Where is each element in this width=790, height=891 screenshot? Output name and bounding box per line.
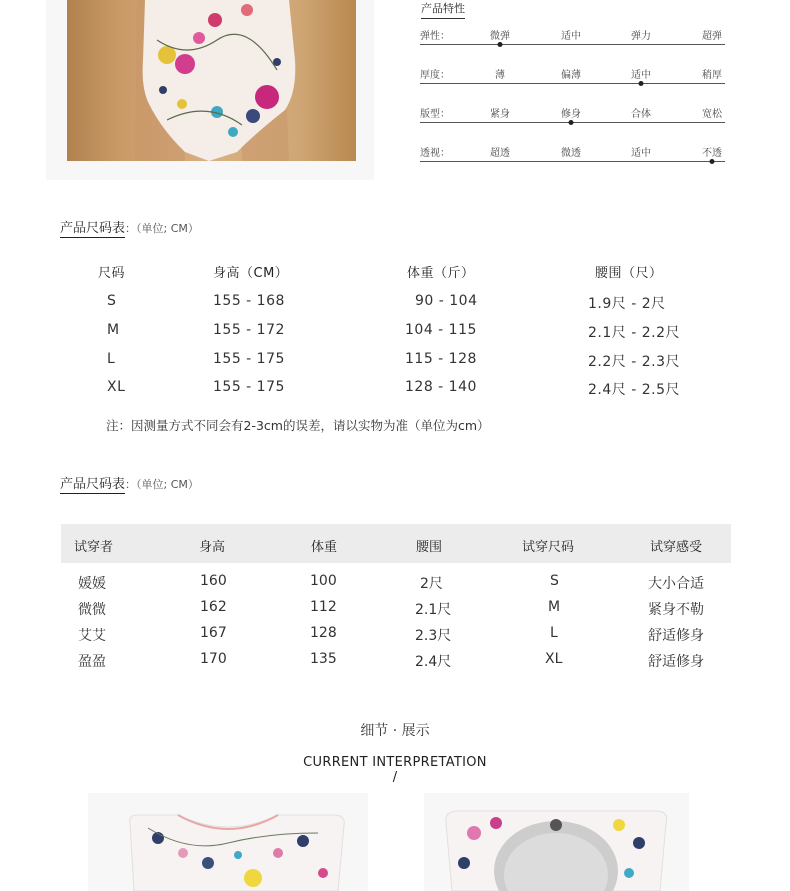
- feature-option: 宽松: [702, 109, 722, 120]
- feature-option: 超透: [490, 148, 510, 159]
- feature-option: 微弹: [490, 31, 510, 42]
- tryon-chart-title: 产品尺码表: [60, 477, 126, 492]
- feature-option: 弹力: [631, 31, 651, 42]
- feature-selected-dot: [639, 81, 644, 86]
- tryon-cell: L: [550, 625, 558, 641]
- feature-row-fit: [420, 105, 725, 119]
- feature-row-thickness: [420, 66, 725, 80]
- tryon-cell: 100: [310, 573, 337, 589]
- feature-selected-dot: [710, 159, 715, 164]
- detail-photo-front: [88, 793, 368, 891]
- feature-option: 适中: [631, 148, 651, 159]
- size-cell: 2.4尺 - 2.5尺: [588, 382, 680, 398]
- size-chart-unit-note: ：（单位; CM）: [125, 222, 199, 235]
- tryon-header: 腰围: [416, 540, 443, 555]
- feature-option: 适中: [631, 70, 651, 81]
- feature-selected-dot: [498, 42, 503, 47]
- tryon-cell: 167: [200, 625, 227, 641]
- feature-option: 稍厚: [702, 70, 722, 81]
- size-cell: L: [107, 351, 116, 367]
- feature-option: 超弹: [702, 31, 722, 42]
- tryon-header: 试穿尺码: [522, 540, 575, 555]
- size-cell: 90 - 104: [415, 293, 478, 309]
- feature-scale-line: [420, 44, 725, 45]
- tryon-cell: 舒适修身: [648, 628, 704, 644]
- tryon-cell: 紧身不勒: [648, 602, 704, 618]
- feature-label: 版型：: [420, 109, 450, 120]
- swimsuit-back-illustration: [424, 793, 689, 891]
- tryon-cell: S: [550, 573, 559, 589]
- tryon-cell: XL: [545, 651, 563, 667]
- tryon-cell: 128: [310, 625, 337, 641]
- tryon-cell: 2.4尺: [415, 654, 452, 670]
- size-cell: XL: [107, 379, 126, 395]
- size-cell: S: [107, 293, 117, 309]
- feature-option: 微透: [561, 148, 581, 159]
- tryon-cell: 艾艾: [78, 628, 106, 644]
- tryon-header: 体重: [311, 540, 338, 555]
- tryon-cell: 微微: [78, 602, 106, 618]
- size-cell: 2.2尺 - 2.3尺: [588, 354, 680, 370]
- features-title: 产品特性: [421, 0, 465, 19]
- size-header: 腰围（尺）: [595, 266, 663, 281]
- details-subtitle: CURRENT INTERPRETATION: [303, 755, 487, 770]
- size-cell: 128 - 140: [405, 379, 477, 395]
- tryon-table-header-bg: [61, 524, 731, 563]
- feature-option: 合体: [631, 109, 651, 120]
- feature-option: 紧身: [490, 109, 510, 120]
- details-title: 细节 · 展示: [360, 723, 430, 739]
- details-divider: /: [392, 770, 398, 785]
- size-header: 身高（CM）: [213, 266, 289, 281]
- size-chart-title: 产品尺码表: [60, 221, 126, 236]
- tryon-cell: 160: [200, 573, 227, 589]
- feature-label: 弹性：: [420, 31, 450, 42]
- tryon-cell: 盈盈: [78, 654, 106, 670]
- tryon-cell: 2尺: [420, 576, 443, 592]
- size-cell: 2.1尺 - 2.2尺: [588, 325, 680, 341]
- size-chart-heading: [60, 217, 199, 236]
- feature-option: 适中: [561, 31, 581, 42]
- size-cell: 155 - 168: [213, 293, 285, 309]
- tryon-cell: 大小合适: [648, 576, 704, 592]
- size-cell: 115 - 128: [405, 351, 477, 367]
- tryon-cell: 2.1尺: [415, 602, 452, 618]
- tryon-header: 试穿者: [74, 540, 114, 555]
- detail-photo-back: [424, 793, 689, 891]
- size-header: 体重（斤）: [407, 266, 475, 281]
- tryon-cell: 舒适修身: [648, 654, 704, 670]
- size-cell: M: [107, 322, 120, 338]
- product-photo: [67, 0, 356, 161]
- feature-label: 厚度：: [420, 70, 450, 81]
- size-cell: 155 - 175: [213, 351, 285, 367]
- size-cell: 104 - 115: [405, 322, 477, 338]
- tryon-cell: 112: [310, 599, 337, 615]
- feature-label: 透视：: [420, 148, 450, 159]
- tryon-chart-unit-note: ：（单位; CM）: [125, 478, 199, 491]
- feature-scale-line: [420, 161, 725, 162]
- tryon-chart-heading: [60, 473, 199, 492]
- tryon-cell: M: [548, 599, 561, 615]
- swimsuit-illustration: [67, 0, 356, 161]
- size-chart-footnote: 注：因测量方式不同会有2-3cm的误差，请以实物为准（单位为cm）: [106, 418, 490, 433]
- size-cell: 155 - 175: [213, 379, 285, 395]
- tryon-cell: 媛媛: [78, 576, 106, 592]
- tryon-header: 试穿感受: [650, 540, 703, 555]
- tryon-header: 身高: [199, 540, 226, 555]
- feature-option: 薄: [495, 70, 505, 81]
- feature-row-elasticity: [420, 27, 725, 41]
- tryon-cell: 135: [310, 651, 337, 667]
- feature-option: 修身: [561, 109, 581, 120]
- feature-selected-dot: [569, 120, 574, 125]
- swimsuit-front-illustration: [88, 793, 368, 891]
- size-cell: 155 - 172: [213, 322, 285, 338]
- tryon-cell: 162: [200, 599, 227, 615]
- feature-option: 偏薄: [561, 70, 581, 81]
- feature-scale-line: [420, 83, 725, 84]
- tryon-cell: 2.3尺: [415, 628, 452, 644]
- size-cell: 1.9尺 - 2尺: [588, 296, 666, 312]
- feature-option: 不透: [702, 148, 722, 159]
- tryon-cell: 170: [200, 651, 227, 667]
- size-header: 尺码: [98, 266, 126, 281]
- feature-row-transparency: [420, 144, 725, 158]
